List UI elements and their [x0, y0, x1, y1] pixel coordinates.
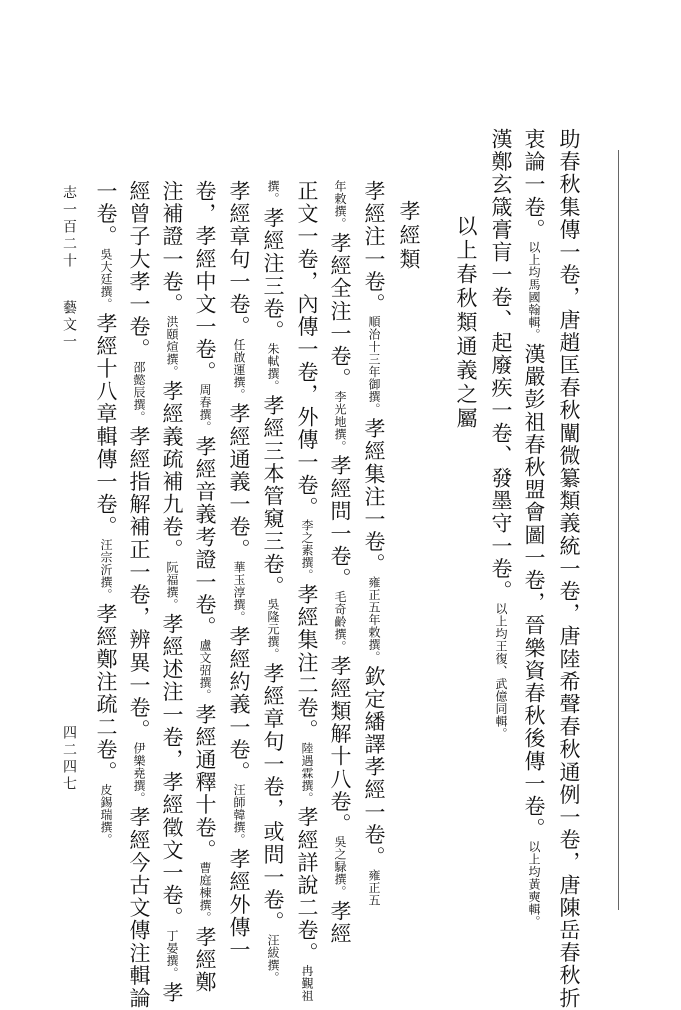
entry-text: 孝經章句一卷，或問一卷。 — [261, 662, 285, 934]
entry-text: 孝經通義一卷。 — [227, 402, 251, 561]
entry-text: 孝經述注一卷，孝經徵文一卷。 — [160, 612, 184, 930]
annotation-note: 冉覲祖 — [300, 964, 314, 1002]
annotation-note: 邵懿辰撰。 — [132, 360, 146, 424]
footer-page-number: 四二四七 — [61, 725, 77, 793]
annotation-note: 伊樂堯撰。 — [132, 741, 146, 805]
entry-text: 孝經外傳一 — [227, 848, 251, 962]
entry-text: 孝經指解補正一卷，辨異一卷。 — [127, 425, 151, 742]
text-column-7 — [329, 180, 350, 945]
entry-text: 孝經章句一卷。 — [227, 180, 251, 339]
entry-text: 孝經通釋十卷。 — [193, 703, 217, 862]
text-column-10 — [228, 180, 249, 961]
entry-text: 衷論一卷。 — [522, 128, 546, 241]
entry-text: 孝經音義考證一卷。 — [193, 435, 217, 639]
annotation-note: 華玉淳撰。 — [232, 560, 246, 624]
entry-text: 以上春秋類通義之屬 — [454, 215, 478, 431]
entry-text: 孝經義疏補九卷。 — [160, 380, 184, 561]
entry-text: 孝經鄭注疏二卷。 — [94, 602, 118, 784]
annotation-note: 吳大廷撰。 — [99, 247, 113, 311]
entry-text: 孝經類 — [397, 200, 421, 272]
annotation-note: 朱軾撰。 — [266, 342, 280, 393]
annotation-note: 盧文弨撰。 — [198, 638, 212, 702]
annotation-note: 任啟運撰。 — [232, 338, 246, 401]
entry-text: 一卷。 — [94, 180, 118, 248]
entry-text: 孝經注三卷。 — [261, 207, 285, 343]
category-heading — [398, 200, 419, 272]
entry-text: 孝經十八章輯傳一卷。 — [94, 312, 118, 539]
entry-text: 孝經約義一卷。 — [227, 625, 251, 784]
entry-text: 孝經集注二卷。 — [295, 583, 319, 742]
annotation-note: 以上均馬國翰輯。 — [527, 241, 541, 341]
footer-section: 藝文一 — [61, 300, 77, 351]
text-column-14 — [95, 180, 116, 846]
annotation-note: 丁晏撰。 — [165, 929, 179, 980]
annotation-note: 吳隆元撰。 — [266, 598, 280, 661]
annotation-note: 年敕撰。 — [333, 180, 347, 230]
annotation-note: 李之素撰。 — [300, 519, 314, 582]
text-column-1 — [558, 128, 579, 1009]
annotation-note: 汪師韓撰。 — [232, 783, 246, 847]
annotation-note: 汪紱撰。 — [266, 933, 280, 984]
entry-text: 孝經集注一卷。 — [362, 417, 386, 576]
annotation-note: 曹庭棟撰。 — [198, 861, 212, 925]
entry-text: 欽定繙譯孝經一卷。 — [362, 665, 386, 869]
entry-text: 注補證一卷。 — [160, 180, 184, 316]
text-column-13 — [128, 180, 149, 1010]
entry-text: 孝經 — [328, 900, 352, 946]
annotation-note: 以上均王復、武億同輯。 — [494, 602, 508, 741]
text-column-9 — [262, 180, 283, 984]
section-summary-heading — [455, 215, 476, 431]
entry-text: 孝經注一卷。 — [362, 180, 386, 316]
footer-volume: 志一百二十 — [61, 185, 77, 270]
column-guide-rule — [618, 150, 619, 910]
annotation-note: 雍正五 — [367, 868, 381, 907]
entry-text: 卷，孝經中文一卷。 — [193, 180, 217, 384]
text-column-8 — [296, 180, 317, 1002]
entry-text: 孝經三本管窺三卷。 — [261, 394, 285, 599]
entry-text: 孝經詳說二卷。 — [295, 806, 319, 965]
annotation-note: 陸遇霖撰。 — [300, 741, 314, 805]
entry-text: 助春秋集傳一卷，唐趙匡春秋闡微纂類義統一卷，唐陸希聲春秋通例一卷，唐陳岳春秋折 — [557, 128, 581, 1010]
annotation-note: 阮福撰。 — [165, 560, 179, 611]
entry-text: 漢嚴彭祖春秋盟會圖一卷，晉樂資春秋後傳一卷。 — [522, 343, 546, 841]
annotation-note: 撰。 — [266, 180, 280, 205]
text-column-11 — [194, 180, 215, 994]
entry-text: 正文一卷，內傳一卷，外傳一卷。 — [295, 180, 319, 519]
entry-text: 孝經類解十八卷。 — [328, 654, 352, 836]
annotation-note: 洪頤煊撰。 — [165, 315, 179, 379]
text-column-6 — [363, 180, 384, 906]
annotation-note: 以上均黃奭輯。 — [527, 840, 541, 928]
entry-text: 孝 — [160, 981, 184, 1004]
entry-text: 經曾子大孝一卷。 — [127, 180, 151, 361]
entry-text: 漢鄭玄箴膏肓一卷、起廢疾一卷、發墨守一卷。 — [489, 128, 513, 603]
entry-text: 孝經全注一卷。 — [328, 232, 352, 391]
entry-text: 孝經鄭 — [193, 926, 217, 994]
annotation-note: 吳之騄撰。 — [333, 835, 347, 899]
annotation-note: 毛奇齡撰。 — [333, 590, 347, 653]
entry-text: 孝經問一卷。 — [328, 454, 352, 591]
entry-text: 孝經今古文傳注輯論 — [127, 806, 151, 1010]
text-column-3 — [490, 128, 511, 740]
annotation-note: 雍正五年敕撰。 — [367, 575, 381, 664]
text-column-2 — [523, 128, 544, 928]
annotation-note: 周春撰。 — [198, 383, 212, 434]
annotation-note: 皮錫瑞撰。 — [99, 783, 113, 847]
annotation-note: 李光地撰。 — [333, 390, 347, 453]
annotation-note: 汪宗沂撰。 — [99, 538, 113, 601]
annotation-note: 順治十三年御撰。 — [367, 315, 381, 416]
text-column-12 — [161, 180, 182, 1004]
